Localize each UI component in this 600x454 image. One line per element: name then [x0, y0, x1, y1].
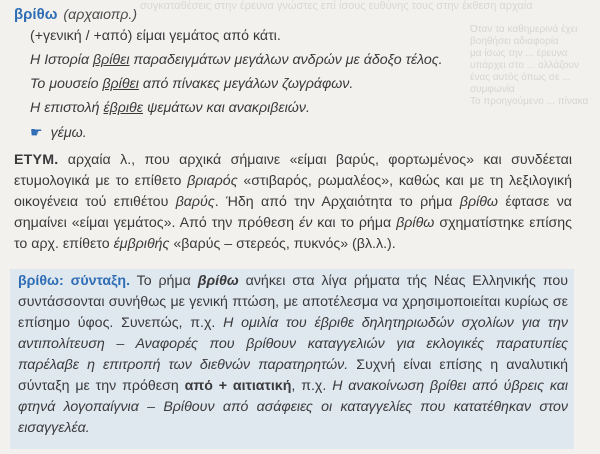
syntax-keyword: βρίθω	[197, 273, 239, 289]
bleed-line: μα ίσως την ... έρευνα	[470, 48, 568, 59]
example-sentence	[30, 98, 600, 119]
etym-text: και το ρήμα	[312, 215, 397, 231]
syntax-note-box	[10, 269, 574, 449]
example-text: από πίνακες μεγάλων ζωγράφων.	[138, 76, 354, 92]
pointing-hand-icon: ☛	[30, 124, 43, 140]
etym-text: . Ήδη από την Αρχαιότητα το ρήμα	[214, 194, 460, 210]
example-keyword: έβριθε	[103, 100, 143, 116]
etym-text: αρχαία λ., που αρχικά σήμαινε «είμαι βαρύς, φορτωμένος» και συνδέεται ετυμολογικά με το επίθετο	[14, 152, 572, 189]
etym-word: βαρύς	[175, 194, 215, 210]
example-keyword: βρίθει	[93, 52, 130, 68]
etymology-label: ΕΤΥΜ.	[14, 152, 59, 168]
etym-text: έφτασε να σημαίνει «είμαι γεμάτος». Από την πρόθεση	[14, 194, 572, 231]
example-text: Το μουσείο	[30, 76, 103, 92]
bleed-through-text-top: συγκαταθέσεις στην έρευνα γνώστες επί ίσους ευθύνης τους στην έκθεση αρχαία	[140, 0, 533, 12]
example-keyword: βρίθει	[102, 76, 139, 92]
etym-text: σχηματίστηκε επίσης το αρχ. επίθετο	[14, 215, 572, 252]
etym-word: βρίθω	[459, 194, 498, 210]
syntax-text: Συχνή είναι επίσης η αναλυτική σύνταξη με την πρόθεση	[18, 357, 568, 394]
bleed-line: Το προηγούμενο ... πίνακα	[470, 96, 589, 107]
syntax-keyword: από + αιτιατική	[184, 378, 292, 394]
example-text: Η επιστολή	[30, 100, 104, 116]
syntax-text: , π.χ.	[291, 378, 333, 394]
syntax-heading: βρίθω: σύνταξη.	[18, 273, 131, 289]
syntax-example: Η ομιλία του έβριθε δηλητηριωδών σχολίων για την αντιπολίτευση – Αναφορές που βρίθουν καταγγελιών για εκλογικές παρατυπίες παρέλαβε η επιτροπή των διεθνών παρατηρητών.	[18, 315, 568, 373]
see-also-word[interactable]: γέμω.	[50, 125, 87, 141]
headword: βρίθω	[14, 6, 58, 23]
etym-text: «βαρύς – στερεός, πυκνός» (βλ.λ.).	[169, 236, 396, 252]
etym-word: έν	[298, 215, 313, 231]
syntax-example: Η ανακοίνωση βρίθει από ύβρεις και φτηνά λογοπαίγνια – Βρίθουν από ασάφειες οι καταγγελίες που κατατέθηκαν στον εισαγγελέα.	[18, 378, 568, 436]
syntax-note	[18, 271, 568, 439]
example-sentence	[30, 50, 600, 71]
entry-head	[14, 4, 600, 26]
dictionary-entry	[14, 4, 600, 144]
etym-word: βριαρός	[187, 173, 238, 189]
syntax-text: Το ρήμα	[130, 273, 198, 289]
etym-word: βρίθω	[396, 215, 435, 231]
example-text: ψεμάτων και ανακριβειών.	[143, 100, 310, 116]
register-label: (αρχαιοπρ.)	[63, 7, 138, 23]
example-text: Η Ιστορία	[30, 52, 93, 68]
bleed-line: ένας αυτός όπως σε ... συμφωνία	[470, 72, 571, 95]
bleed-line: Όταν τα καθημερινά έχει βοηθήσει αδιαφορία	[470, 24, 578, 47]
definition: (+γενική / +από) είμαι γεμάτος από κάτι.	[30, 28, 281, 44]
see-also	[30, 122, 600, 144]
example-sentence	[30, 74, 600, 95]
etym-word: έμβριθής	[113, 236, 170, 252]
bleed-line: υπάρχει στο ... αλλάζουν	[470, 60, 580, 71]
etymology-section	[14, 150, 572, 255]
etym-text: «στιβαρός, ρωμαλέος», καθώς και με τη λεξιλογική οικογένεια τού επιθέτου	[14, 173, 572, 210]
syntax-text: ανήκει στα λίγα ρήματα τής Νέας Ελληνικής που συντάσσονται συνήθως με γενική πτώση, με αποτέλεσμα να χρησιμοποιείται κυρίως σε επίσημο ύφος. Συνεπώς, π.χ.	[18, 273, 568, 331]
example-text: παραδειγμάτων μεγάλων ανδρών με άδοξο τέλος.	[129, 52, 443, 68]
